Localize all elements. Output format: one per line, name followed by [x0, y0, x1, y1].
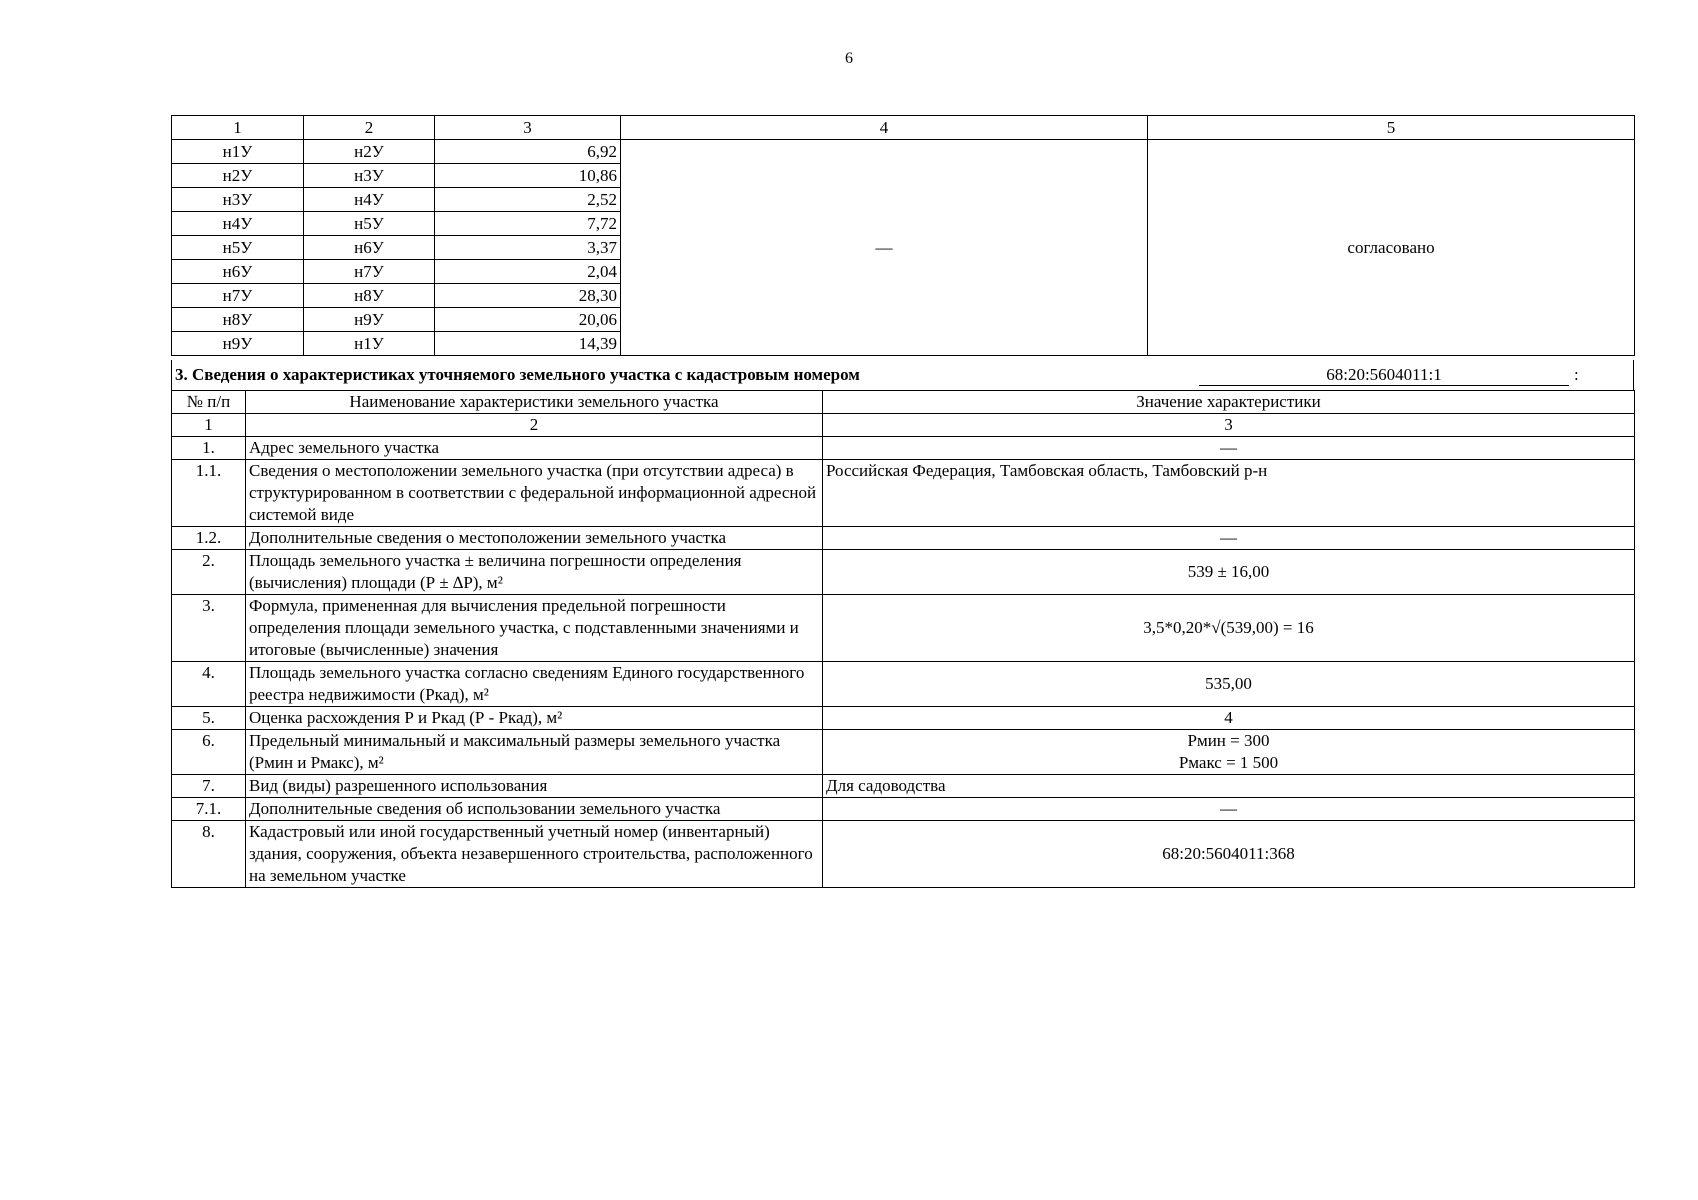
- max-size-value: Рмакс = 1 500: [1178, 753, 1279, 772]
- row-number: 1.1.: [172, 460, 246, 527]
- section-header: [171, 360, 1634, 390]
- characteristic-value: 539 ± 16,00: [823, 550, 1635, 595]
- point-from: н7У: [172, 284, 304, 308]
- header-cell: 4: [621, 116, 1148, 140]
- row-number: 4.: [172, 662, 246, 707]
- point-to: н6У: [304, 236, 435, 260]
- boundary-table: [171, 115, 1635, 356]
- table-row: [172, 527, 1635, 550]
- row-number: 8.: [172, 821, 246, 888]
- characteristic-value: Российская Федерация, Тамбовская область, Тамбовский р-н: [823, 460, 1635, 527]
- characteristic-name: Формула, примененная для вычисления предельной погрешности определения площади земельного участка, с подставленными значениями и итоговые (вычисленные) значения: [246, 595, 823, 662]
- point-to: н3У: [304, 164, 435, 188]
- distance: 2,52: [435, 188, 621, 212]
- point-to: н5У: [304, 212, 435, 236]
- characteristics-header: [172, 391, 1635, 414]
- characteristic-name: Площадь земельного участка ± величина погрешности определения (вычисления) площади (Р ± ∆Р), м²: [246, 550, 823, 595]
- index-cell: 2: [246, 414, 823, 437]
- approval-status: согласовано: [1148, 140, 1635, 356]
- point-from: н2У: [172, 164, 304, 188]
- row-number: 7.1.: [172, 798, 246, 821]
- table-row: [172, 662, 1635, 707]
- characteristic-value: 535,00: [823, 662, 1635, 707]
- characteristic-value: 68:20:5604011:368: [823, 821, 1635, 888]
- characteristic-name: Сведения о местоположении земельного участка (при отсутствии адреса) в структурированном в соответствии с федеральной информационной адресной системой виде: [246, 460, 823, 527]
- cadastral-number: 68:20:5604011:1: [1199, 364, 1569, 386]
- point-to: н1У: [304, 332, 435, 356]
- colon: :: [1574, 365, 1579, 384]
- characteristic-name: Дополнительные сведения о местоположении земельного участка: [246, 527, 823, 550]
- point-from: н5У: [172, 236, 304, 260]
- col4-value: —: [621, 140, 1148, 356]
- header-cell: 3: [435, 116, 621, 140]
- characteristic-value: 4: [823, 707, 1635, 730]
- distance: 10,86: [435, 164, 621, 188]
- point-to: н4У: [304, 188, 435, 212]
- header-cell: Наименование характеристики земельного участка: [246, 391, 823, 414]
- section-title: 3. Сведения о характеристиках уточняемого земельного участка с кадастровым номером: [175, 365, 860, 384]
- characteristic-name: Площадь земельного участка согласно сведениям Единого государственного реестра недвижимости (Ркад), м²: [246, 662, 823, 707]
- distance: 6,92: [435, 140, 621, 164]
- row-number: 3.: [172, 595, 246, 662]
- header-cell: № п/п: [172, 391, 246, 414]
- point-to: н8У: [304, 284, 435, 308]
- point-from: н4У: [172, 212, 304, 236]
- distance: 14,39: [435, 332, 621, 356]
- point-to: н9У: [304, 308, 435, 332]
- index-cell: 3: [823, 414, 1635, 437]
- point-from: н9У: [172, 332, 304, 356]
- table-row: [172, 437, 1635, 460]
- header-cell: 2: [304, 116, 435, 140]
- header-cell: 1: [172, 116, 304, 140]
- table-row: [172, 798, 1635, 821]
- distance: 20,06: [435, 308, 621, 332]
- point-from: н6У: [172, 260, 304, 284]
- distance: 2,04: [435, 260, 621, 284]
- column-index-row: [172, 414, 1635, 437]
- boundary-table-header: [172, 116, 1635, 140]
- table-row: [172, 550, 1635, 595]
- characteristics-table: [171, 390, 1635, 888]
- characteristic-name: Кадастровый или иной государственный учетный номер (инвентарный) здания, сооружения, объекта незавершенного строительства, расположенного на земельном участке: [246, 821, 823, 888]
- index-cell: 1: [172, 414, 246, 437]
- min-size-value: Рмин = 300: [1187, 731, 1270, 750]
- characteristic-name: Оценка расхождения Р и Ркад (Р - Ркад), м²: [246, 707, 823, 730]
- point-from: н8У: [172, 308, 304, 332]
- row-number: 7.: [172, 775, 246, 798]
- characteristic-value: —: [823, 798, 1635, 821]
- header-cell: 5: [1148, 116, 1635, 140]
- table-row: [172, 140, 1635, 164]
- distance: 7,72: [435, 212, 621, 236]
- characteristic-value: Для садоводства: [823, 775, 1635, 798]
- characteristic-name: Вид (виды) разрешенного использования: [246, 775, 823, 798]
- distance: 28,30: [435, 284, 621, 308]
- point-from: н1У: [172, 140, 304, 164]
- row-number: 6.: [172, 730, 246, 775]
- page-number: 6: [845, 50, 853, 67]
- table-row: [172, 707, 1635, 730]
- table-row: [172, 775, 1635, 798]
- characteristic-value: —: [823, 527, 1635, 550]
- characteristic-name: Предельный минимальный и максимальный размеры земельного участка (Рмин и Рмакс), м²: [246, 730, 823, 775]
- row-number: 1.2.: [172, 527, 246, 550]
- row-number: 5.: [172, 707, 246, 730]
- characteristic-name: Дополнительные сведения об использовании земельного участка: [246, 798, 823, 821]
- characteristic-value: —: [823, 437, 1635, 460]
- characteristic-value: [823, 730, 1635, 775]
- row-number: 2.: [172, 550, 246, 595]
- characteristic-name: Адрес земельного участка: [246, 437, 823, 460]
- header-cell: Значение характеристики: [823, 391, 1635, 414]
- point-to: н7У: [304, 260, 435, 284]
- distance: 3,37: [435, 236, 621, 260]
- table-row: [172, 821, 1635, 888]
- point-from: н3У: [172, 188, 304, 212]
- table-row: [172, 730, 1635, 775]
- row-number: 1.: [172, 437, 246, 460]
- table-row: [172, 460, 1635, 527]
- point-to: н2У: [304, 140, 435, 164]
- table-row: [172, 595, 1635, 662]
- characteristic-value: 3,5*0,20*√(539,00) = 16: [823, 595, 1635, 662]
